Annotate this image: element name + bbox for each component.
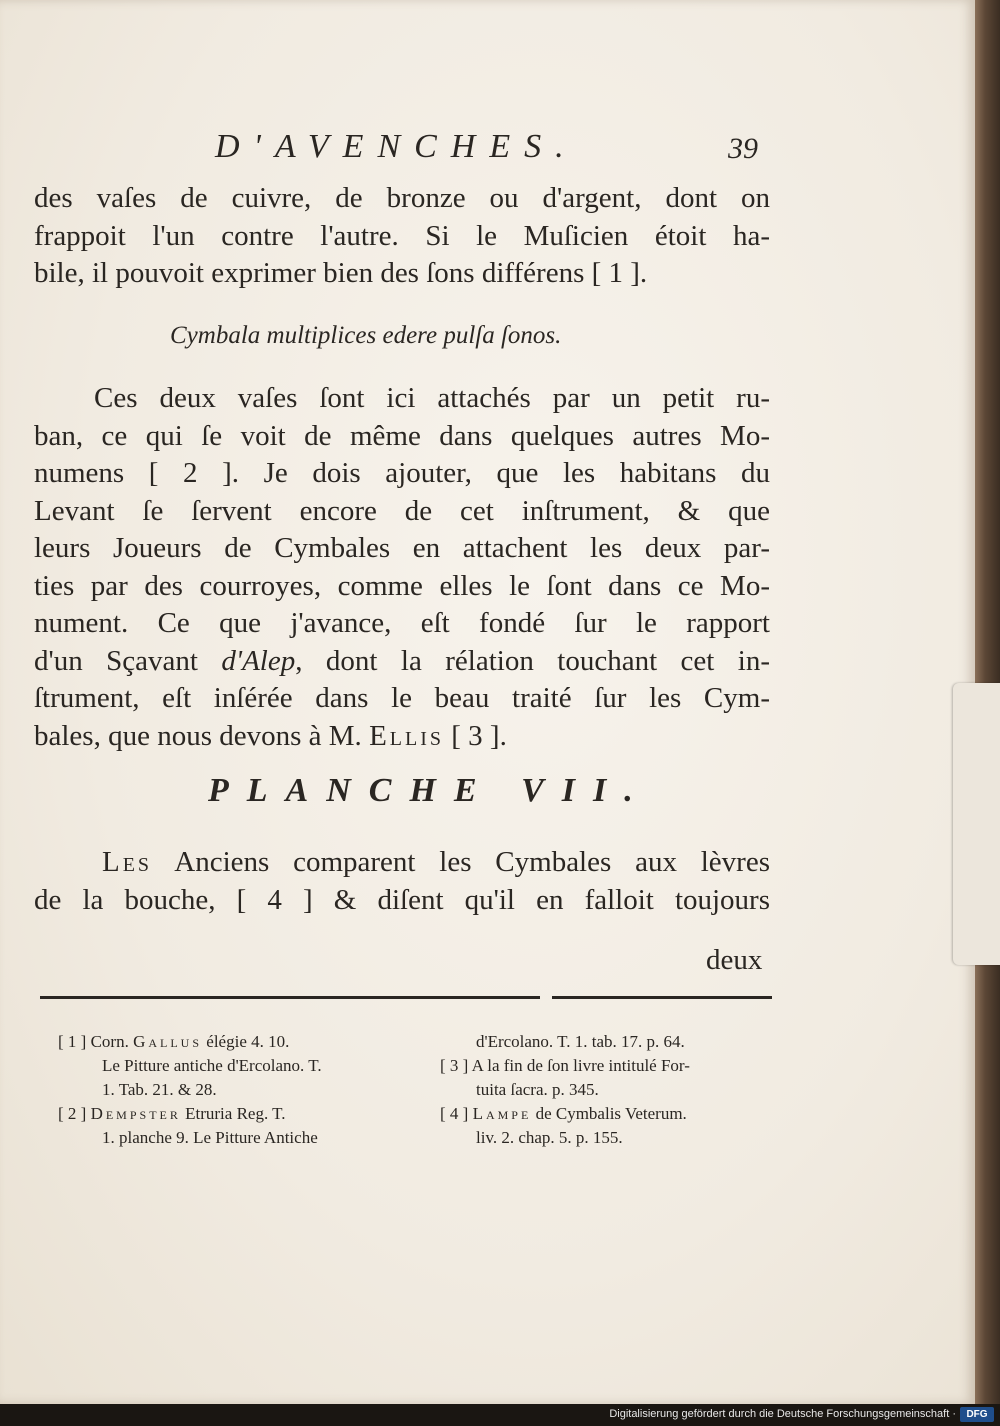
dfg-logo: DFG: [960, 1407, 994, 1422]
footnote: [440, 1030, 775, 1054]
author-name-ellis: Ellis: [369, 719, 444, 752]
text-line: [34, 844, 770, 882]
running-head: [0, 128, 975, 172]
footnote-continuation: 1. planche 9. Le Pitture Antiche: [102, 1128, 318, 1147]
text-line: leurs Joueurs de Cymbales en attachent les deux par-: [34, 532, 770, 564]
footnote: [58, 1030, 408, 1102]
text-segment: d'un Sçavant: [34, 644, 222, 677]
footnote-text: Etruria Reg. T.: [180, 1104, 286, 1123]
author-name: Dempster: [90, 1104, 181, 1123]
footnote-text: A la fin de ſon livre intitulé For-: [471, 1056, 690, 1075]
lead-word: Les: [102, 846, 153, 878]
footnote: [440, 1054, 775, 1102]
footnote-mark: [ 4 ]: [440, 1104, 469, 1123]
footnote-mark: [ 1 ]: [58, 1032, 87, 1051]
text-line: [34, 718, 770, 756]
text-line: [34, 643, 770, 681]
text-line: nument. Ce que j'avance, eſt fondé ſur le rapport: [34, 607, 770, 639]
text-line: frappoit l'un contre l'autre. Si le Muſicien étoit ha-: [34, 219, 770, 252]
footnote-mark: [ 3 ]: [440, 1056, 469, 1075]
text-line: Ces deux vaſes ſont ici attachés par un petit ru-: [94, 382, 770, 414]
footnote-text: Corn.: [90, 1032, 134, 1051]
footer-credit: Digitalisierung gefördert durch die Deutsche Forschungsgemeinschaft ·: [609, 1408, 956, 1420]
running-head-title: D'AVENCHES.: [215, 128, 578, 165]
latin-verse: Cymbala multiplices edere pulſa ſonos.: [170, 322, 562, 349]
footnotes-right-column: [440, 1030, 775, 1150]
paragraph-3: [34, 844, 770, 919]
footnote-rule-right: [552, 996, 772, 999]
place-name-alep: d'Alep: [221, 644, 296, 677]
footnote-text: de Cymbalis Veterum.: [531, 1104, 687, 1123]
author-name: Gallus: [133, 1032, 203, 1051]
paragraph-1: [34, 180, 770, 293]
footnote-text: d'Ercolano. T. 1. tab. 17. p. 64.: [476, 1032, 685, 1051]
catchword: deux: [706, 944, 763, 976]
footnotes-left-column: [58, 1030, 408, 1150]
footnote-rule-left: [40, 996, 540, 999]
footnote-continuation: liv. 2. chap. 5. p. 155.: [476, 1128, 623, 1147]
paragraph-2: [34, 380, 770, 755]
text-line: bile, il pouvoit exprimer bien des ſons différens [ 1 ].: [34, 257, 648, 289]
footnote: [58, 1102, 408, 1150]
footnote-mark: [ 2 ]: [58, 1104, 87, 1123]
page-tab: [953, 683, 1000, 965]
text-segment: bales, que nous devons à M.: [34, 719, 370, 752]
footnote-continuation: 1. Tab. 21. & 28.: [102, 1080, 217, 1099]
text-line: ban, ce qui ſe voit de même dans quelques autres Mo-: [34, 419, 770, 452]
text-segment: [ 3 ].: [444, 719, 507, 752]
text-segment: , dont la rélation touchant cet in-: [295, 644, 770, 677]
text-segment: Anciens comparent les Cymbales aux lèvres: [152, 846, 770, 878]
text-line: ſtrument, eſt inſérée dans le beau traité ſur les Cym-: [34, 682, 770, 714]
footnote-continuation: tuita ſacra. p. 345.: [476, 1080, 599, 1099]
text-line: Levant ſe ſervent encore de cet inſtrument, & que: [34, 494, 770, 527]
page-number: 39: [728, 132, 758, 165]
text-line: ties par des courroyes, comme elles le ſont dans ce Mo-: [34, 569, 770, 602]
footnote: [440, 1102, 775, 1150]
text-line: de la bouche, [ 4 ] & diſent qu'il en falloit toujours: [34, 883, 770, 916]
footnote-continuation: Le Pitture antiche d'Ercolano. T.: [102, 1056, 322, 1075]
text-line: des vaſes de cuivre, de bronze ou d'argent, dont on: [34, 182, 770, 214]
footnote-text: élégie 4. 10.: [202, 1032, 290, 1051]
text-line: numens [ 2 ]. Je dois ajouter, que les habitans du: [34, 457, 770, 489]
author-name: Lampe: [472, 1104, 532, 1123]
plate-heading: PLANCHE VII.: [208, 772, 651, 809]
footer-bar: [0, 1404, 1000, 1426]
